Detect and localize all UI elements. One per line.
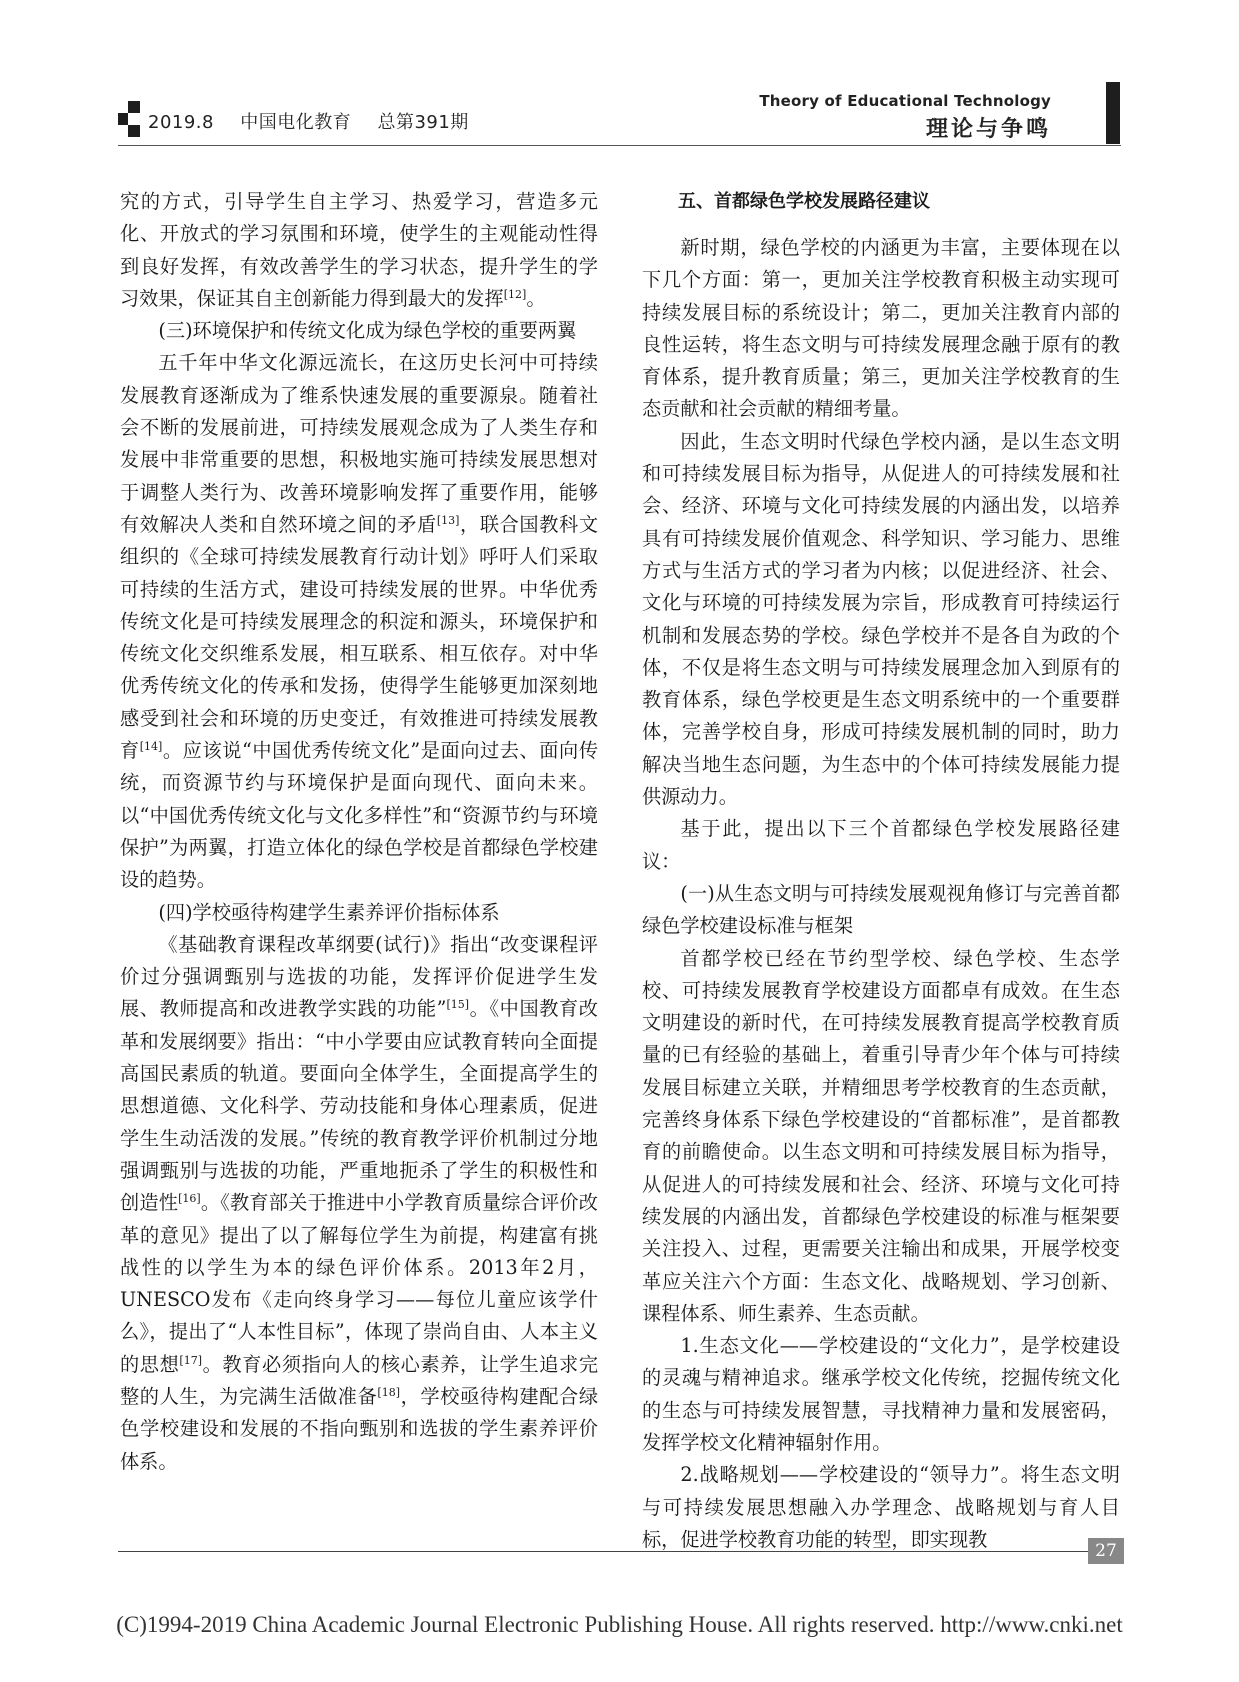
citation-15[interactable]: [15]: [446, 998, 470, 1012]
header-logo-squares: [118, 101, 140, 141]
page-number: 27: [1088, 1538, 1124, 1564]
section-heading-5: 五、首都绿色学校发展路径建议: [678, 191, 930, 212]
copyright-line: (C)1994-2019 China Academic Journal Electronic Publishing House. All rights reserved. http://www.cnki.net: [116, 1612, 1123, 1637]
header-date: 2019.8: [148, 112, 214, 133]
subheading-3: (三)环境保护和传统文化成为绿色学校的重要两翼: [158, 319, 577, 343]
header-journal-name: 中国电化教育: [240, 112, 352, 133]
header-section-en: Theory of Educational Technology: [759, 92, 1051, 110]
header-side-bar: [1106, 82, 1120, 144]
subheading-4: (四)学校亟待构建学生素养评价指标体系: [158, 900, 500, 924]
subheading-1: (一)从生态文明与可持续发展观视角修订与完善首都绿色学校建设标准与框架: [642, 881, 1120, 938]
right-paragraph-2: 因此，生态文明时代绿色学校内涵，是以生态文明和可持续发展目标为指导，从促进人的可持续发展和社会、经济、环境与文化可持续发展的内涵出发，以培养具有可持续发展价值观念、科学知识、学习能力、思维方式与生活方式的学习者为内核；以促进经济、社会、文化与环境的可持续发展为宗旨，形成教育可持续运行机制和发展态势的学校。绿色学校并不是各自为政的个体，不仅是将生态文明与可持续发展理念加入到原有的教育体系，绿色学校更是生态文明系统中的一个重要群体，完善学校自身，形成可持续发展机制的同时，助力解决当地生态问题，为生态中的个体可持续发展能力提供源动力。: [642, 429, 1120, 809]
right-column: [642, 186, 1120, 1556]
right-paragraph-1: 新时期，绿色学校的内涵更为丰富，主要体现在以下几个方面：第一，更加关注学校教育积极主动实现可持续发展目标的系统设计；第二，更加关注教育内部的良性运转，将生态文明与可持续发展理念融于原有的教育体系，提升教育质量；第三，更加关注学校教育的生态贡献和社会贡献的精细考量。: [642, 236, 1120, 421]
right-paragraph-6: 2.战略规划——学校建设的“领导力”。将生态文明与可持续发展思想融入办学理念、战略规划与育人目标，促进学校教育功能的转型，即实现教: [642, 1463, 1120, 1551]
citation-17[interactable]: [17]: [179, 1353, 202, 1367]
citation-16[interactable]: [16]: [178, 1192, 201, 1206]
right-paragraph-4: 首都学校已经在节约型学校、绿色学校、生态学校、可持续发展教育学校建设方面都卓有成效。在生态文明建设的新时代，在可持续发展教育提高学校教育质量的已有经验的基础上，着重引导青少年个体与可持续发展目标建立关联，并精细思考学校教育的生态贡献，完善终身体系下绿色学校建设的“首都标准”，是首都教育的前瞻使命。以生态文明和可持续发展目标为指导，从促进人的可持续发展和社会、经济、环境与文化可持续发展的内涵出发，首都绿色学校建设的标准与框架要关注投入、过程，更需要关注输出和成果，开展学校变革应关注六个方面：生态文化、战略规划、学习创新、课程体系、师生素养、生态贡献。: [642, 946, 1120, 1325]
left-paragraph-3: 《基础教育课程改革纲要(试行)》指出“改变课程评价过分强调甄别与选拔的功能，发挥评价促进学生发展、教师提高和改进教学实践的功能”[15]。《中国教育改革和发展纲要》指出：“中小学要由应试教育转向全面提高国民素质的轨道。要面向全体学生，全面提高学生的思想道德、文化科学、劳动技能和身体心理素质，促进学生生动活泼的发展。”传统的教育教学评价机制过分地强调甄别与选拔的功能，严重地扼杀了学生的积极性和创造性[16]。《教育部关于推进中小学教育质量综合评价改革的意见》提出了以了解每位学生为前提，构建富有挑战性的以学生为本的绿色评价体系。2013年2月，UNESCO发布《走向终身学习——每位儿童应该学什么》，提出了“人本性目标”，体现了崇尚自由、人本主义的思想[17]。教育必须指向人的核心素养，让学生追求完整的人生，为完满生活做准备[18]，学校亟待构建配合绿色学校建设和发展的不指向甄别和选拔的学生素养评价体系。: [120, 932, 599, 1473]
citation-12[interactable]: [12]: [503, 287, 527, 301]
header-section: [759, 92, 1051, 143]
left-paragraph-2: 五千年中华文化源远流长，在这历史长河中可持续发展教育逐渐成为了维系快速发展的重要源泉。随着社会不断的发展前进，可持续发展观念成为了人类生存和发展中非常重要的思想，积极地实施可持续发展思想对于调整人类行为、改善环境影响发挥了重要作用，能够有效解决人类和自然环境之间的矛盾[13]，联合国教科文组织的《全球可持续发展教育行动计划》呼吁人们采取可持续的生活方式，建设可持续发展的世界。中华优秀传统文化是可持续发展理念的积淀和源头，环境保护和传统文化交织维系发展，相互联系、相互依存。对中华优秀传统文化的传承和发扬，使得学生能够更加深刻地感受到社会和环境的历史变迁，有效推进可持续发展教育[14]。应该说“中国优秀传统文化”是面向过去、面向传统，而资源节约与环境保护是面向现代、面向未来。以“中国优秀传统文化与文化多样性”和“资源节约与环境保护”为两翼，打造立体化的绿色学校是首都绿色学校建设的趋势。: [120, 351, 599, 892]
footer-rule: [118, 1551, 1099, 1552]
header-journal-info: [148, 108, 489, 134]
right-paragraph-3: 基于此，提出以下三个首都绿色学校发展路径建议：: [642, 817, 1120, 873]
header-section-cn: 理论与争鸣: [925, 117, 1051, 142]
citation-13[interactable]: [13]: [436, 513, 460, 527]
header-rule: [118, 145, 1121, 146]
right-paragraph-5: 1.生态文化——学校建设的“文化力”，是学校建设的灵魂与精神追求。继承学校文化传统，挖掘传统文化的生态与可持续发展智慧，寻找精神力量和发展密码，发挥学校文化精神辐射作用。: [642, 1334, 1120, 1454]
header-issue: 总第391期: [377, 112, 469, 133]
left-paragraph-1: 究的方式，引导学生自主学习、热爱学习，营造多元化、开放式的学习氛围和环境，使学生的主观能动性得到良好发挥，有效改善学生的学习状态，提升学生的学习效果，保证其自主创新能力得到最大的发挥[12]。: [120, 190, 598, 310]
left-column: [120, 186, 598, 1478]
citation-14[interactable]: [14]: [139, 740, 163, 754]
citation-18[interactable]: [18]: [377, 1385, 400, 1399]
